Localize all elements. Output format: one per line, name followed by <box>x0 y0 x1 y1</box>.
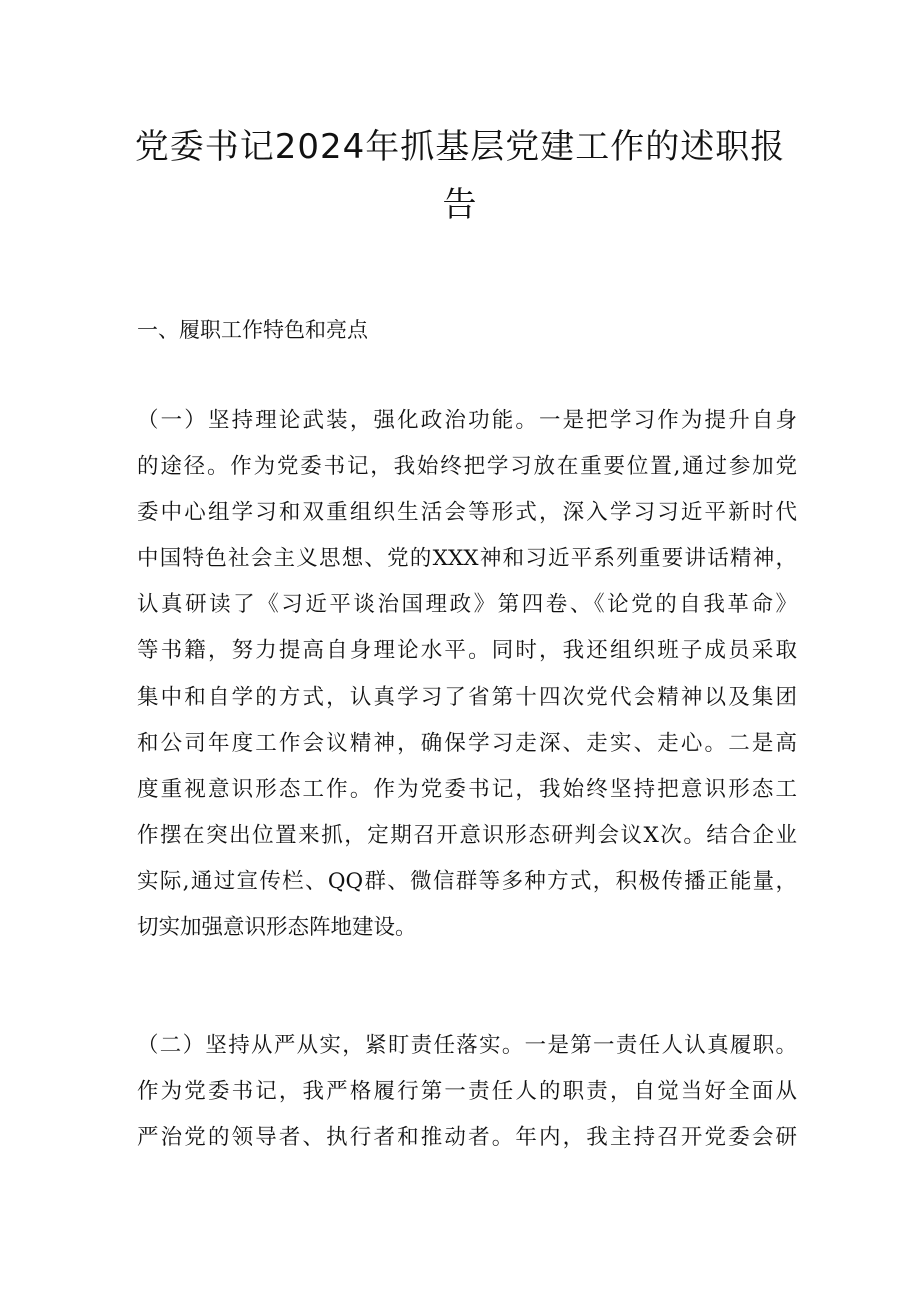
paragraph-line: 作为党委书记，我严格履行第一责任人的职责，自觉当好全面从 <box>137 1079 797 1105</box>
paragraph-line: 切实加强意识形态阵地建设。 <box>137 915 417 941</box>
paragraph-line: （二）坚持从严从实，紧盯责任落实。一是第一责任人认真履职。 <box>137 1033 797 1058</box>
paragraph-2 <box>137 1023 797 1161</box>
paragraph-line: 实际,通过宣传栏、QQ群、微信群等多种方式，积极传播正能量， <box>137 868 797 894</box>
title-line-1: 党委书记2024年抓基层党建工作的述职报 <box>134 127 786 167</box>
paragraph-line: 严治党的领导者、执行者和推动者。年内，我主持召开党委会研 <box>137 1125 797 1151</box>
paragraph-line: 和公司年度工作会议精神，确保学习走深、走实、走心。二是高 <box>137 730 797 756</box>
title-line-2: 告 <box>442 185 478 225</box>
paragraph-line: 的途径。作为党委书记，我始终把学习放在重要位置,通过参加党 <box>137 454 797 480</box>
section-heading: 一、履职工作特色和亮点 <box>137 318 368 342</box>
paragraph-line: 作摆在突出位置来抓，定期召开意识形态研判会议X次。结合企业 <box>137 822 797 848</box>
paragraph-line: 度重视意识形态工作。作为党委书记，我始终坚持把意识形态工 <box>137 776 797 802</box>
paragraph-1 <box>137 398 797 951</box>
paragraph-line: （一）坚持理论武装，强化政治功能。一是把学习作为提升自身 <box>137 408 797 433</box>
paragraph-line: 集中和自学的方式，认真学习了省第十四次党代会精神以及集团 <box>137 684 797 710</box>
paragraph-line: 认真研读了《习近平谈治国理政》第四卷、《论党的自我革命》 <box>137 592 797 618</box>
paragraph-line: 等书籍，努力提高自身理论水平。同时，我还组织班子成员采取 <box>137 638 797 664</box>
paragraph-line: 中国特色社会主义思想、党的XXX神和习近平系列重要讲话精神， <box>137 546 797 572</box>
paragraph-line: 委中心组学习和双重组织生活会等形式，深入学习习近平新时代 <box>137 500 797 526</box>
document-title <box>120 118 800 234</box>
